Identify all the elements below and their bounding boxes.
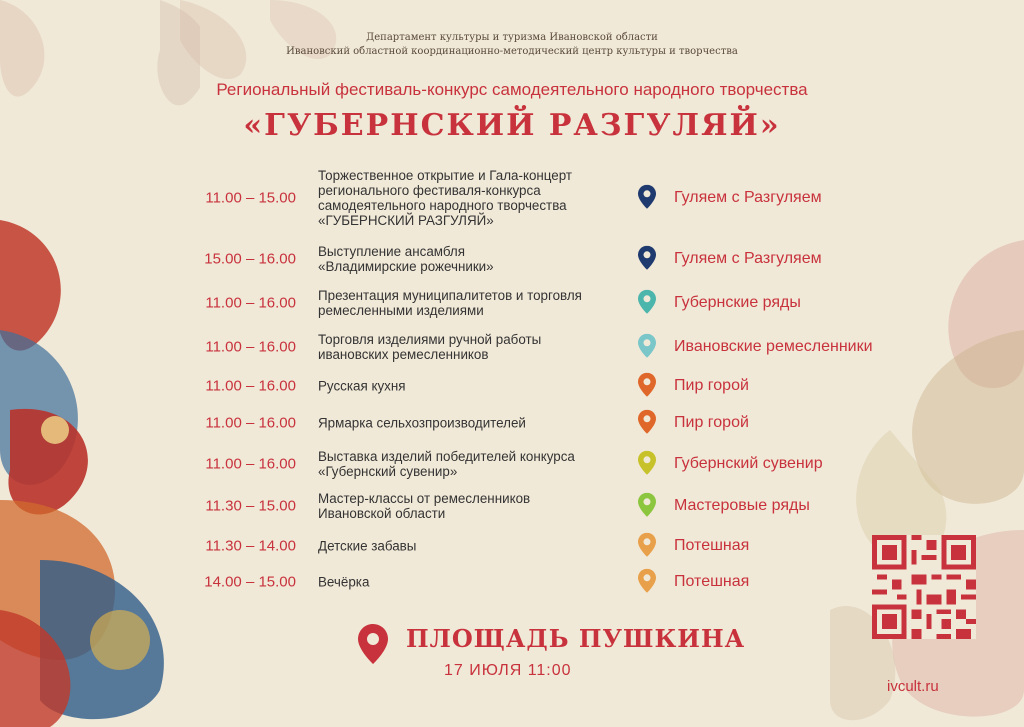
- schedule-location: Пир горой: [674, 377, 749, 394]
- map-pin-icon: [638, 185, 656, 209]
- schedule-time: 11.00 – 15.00: [205, 189, 296, 207]
- schedule-time: 11.30 – 14.00: [205, 537, 296, 555]
- schedule-location: Потешная: [674, 573, 750, 590]
- website-link[interactable]: ivcult.ru: [887, 678, 939, 695]
- schedule-location: Мастеровые ряды: [674, 497, 810, 514]
- department-name: Департамент культуры и туризма Ивановской области: [366, 32, 658, 43]
- event-place: ПЛОЩАДЬ ПУШКИНА: [406, 624, 746, 653]
- schedule-time: 11.00 – 16.00: [205, 414, 296, 432]
- festival-title: «ГУБЕРНСКИЙ РАЗГУЛЯЙ»: [243, 108, 781, 143]
- map-pin-icon: [638, 533, 656, 557]
- schedule-location: Пир горой: [674, 414, 749, 431]
- schedule-time: 15.00 – 16.00: [204, 250, 296, 268]
- schedule-time: 11.30 – 15.00: [205, 497, 296, 515]
- schedule-event: Презентация муниципалитетов и торговля ремесленными изделиями: [318, 288, 582, 318]
- schedule-location: Гуляем с Разгуляем: [674, 189, 822, 206]
- festival-subtitle: Региональный фестиваль-конкурс самодеятельного народного творчества: [216, 80, 808, 99]
- map-pin-icon: [638, 410, 656, 434]
- schedule-time: 11.00 – 16.00: [205, 338, 296, 356]
- schedule-location: Ивановские ремесленники: [674, 338, 873, 355]
- schedule-time: 11.00 – 16.00: [205, 455, 296, 473]
- schedule-event: Ярмарка сельхозпроизводителей: [318, 415, 526, 431]
- schedule-time: 11.00 – 16.00: [205, 294, 296, 312]
- event-date: 17 ИЮЛЯ 11:00: [444, 662, 572, 679]
- qr-code: [872, 535, 976, 639]
- map-pin-icon: [638, 451, 656, 475]
- schedule-event: Торжественное открытие и Гала-концерт регионального фестиваля-конкурса самодеятельного народного творчества «ГУБЕРНСКИЙ РАЗГУЛЯЙ»: [318, 168, 573, 228]
- schedule-event: Мастер-классы от ремесленников Ивановской области: [318, 491, 531, 521]
- schedule-location: Губернские ряды: [674, 294, 801, 311]
- schedule-event: Русская кухня: [318, 378, 406, 394]
- schedule-event: Вечёрка: [318, 574, 370, 590]
- map-pin-icon: [638, 373, 656, 397]
- map-pin-icon: [638, 569, 656, 593]
- map-pin-icon: [638, 493, 656, 517]
- schedule-event: Выставка изделий победителей конкурса «Губернский сувенир»: [318, 449, 575, 479]
- schedule-location: Потешная: [674, 537, 750, 554]
- schedule-event: Торговля изделиями ручной работы ивановских ремесленников: [318, 332, 542, 362]
- map-pin-icon: [638, 290, 656, 314]
- schedule-location: Гуляем с Разгуляем: [674, 250, 822, 267]
- schedule-time: 14.00 – 15.00: [204, 573, 296, 591]
- center-name: Ивановский областной координационно-методический центр культуры и творчества: [286, 46, 738, 57]
- schedule-location: Губернский сувенир: [674, 455, 823, 472]
- map-pin-icon: [638, 246, 656, 270]
- map-pin-icon: [638, 334, 656, 358]
- schedule-time: 11.00 – 16.00: [205, 377, 296, 395]
- schedule-event: Детские забавы: [318, 538, 417, 554]
- schedule-row: [0, 168, 1024, 248]
- schedule-event: Выступление ансамбля «Владимирские рожечники»: [318, 244, 494, 274]
